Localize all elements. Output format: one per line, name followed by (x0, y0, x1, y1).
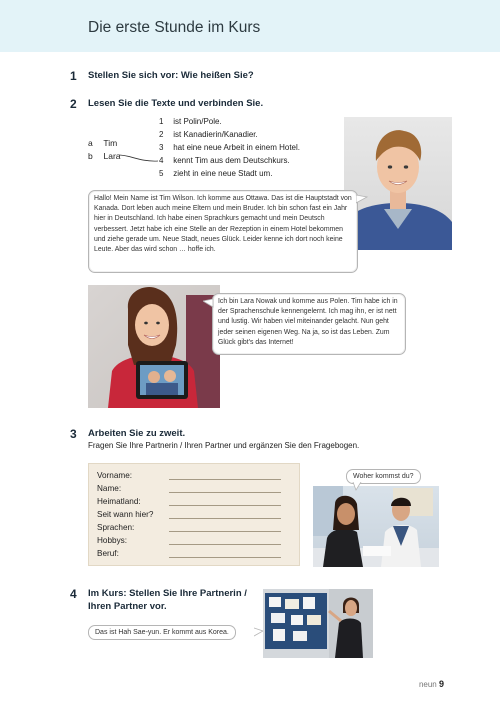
tim-bubble-tail (356, 194, 368, 206)
exercise-1-number: 1 (70, 69, 77, 83)
statement-4-number: 4 (159, 156, 164, 165)
lara-speech-bubble (212, 293, 406, 355)
form-label-hobbys: Hobbys: (97, 536, 128, 545)
tim-photo (344, 117, 452, 250)
statement-3-number: 3 (159, 143, 164, 152)
form-field-beruf[interactable] (169, 557, 281, 558)
introduction-bubble: Das ist Hah Sae-yun. Er kommt aus Korea. (88, 625, 236, 640)
form-label-beruf: Beruf: (97, 549, 119, 558)
exercise-4-instruction-line1: Im Kurs: Stellen Sie Ihre Partnerin / (88, 588, 247, 599)
connecting-line (118, 150, 160, 166)
option-b-name: Lara (103, 151, 121, 161)
form-field-name[interactable] (169, 492, 281, 493)
page-header (0, 0, 500, 52)
statement-5-number: 5 (159, 169, 164, 178)
form-field-hobbys[interactable] (169, 544, 281, 545)
form-label-vorname: Vorname: (97, 471, 133, 480)
questionnaire-form (88, 463, 300, 566)
option-b-letter: b (88, 151, 93, 161)
page-footer (419, 679, 444, 689)
statement-2-text: ist Kanadierin/Kanadier. (173, 130, 258, 139)
partner-interview-photo (313, 486, 439, 567)
option-a-name: Tim (103, 138, 118, 148)
tim-text: Hallo! Mein Name ist Tim Wilson. Ich komme aus Ottawa. Das ist die Hauptstadt von Kanada. Dort leben auch meine Eltern und mein Bruder. Ich bin schon fast ein Jahr hier in Deutschland. Ich habe einen Sprachkurs gemacht und mein Deutsch verbessert. Jetzt habe ich eine Stelle an der Rezeption in einem Hotel bekommen und ziehe gerade um. Neue Stadt, neues Glück. Leider kenne ich dort noch keine Leute. Aber das wird schon … hoffe ich. (94, 195, 352, 254)
form-field-sprachen[interactable] (169, 531, 281, 532)
lara-text: Ich bin Lara Nowak und komme aus Polen. Tim habe ich in der Sprachenschule kennengelernt. Ich mag ihn, er ist nett und lustig. Wir haben viel miteinander gelacht. Nun geht jeder seinen eigenen Weg. Na ja, so ist das Leben. Zum Glück gibt's das Internet! (218, 298, 398, 346)
exercise-2-instruction: Lesen Sie die Texte und verbinden Sie. (88, 98, 264, 109)
form-field-vorname[interactable] (169, 479, 281, 480)
form-field-seit-wann[interactable] (169, 518, 281, 519)
statement-1 (159, 117, 222, 126)
page-title: Die erste Stunde im Kurs (88, 19, 261, 36)
exercise-4-number: 4 (70, 587, 77, 601)
statement-1-text: ist Polin/Pole. (173, 117, 222, 126)
question-bubble-tail (352, 482, 364, 492)
statement-3-text: hat eine neue Arbeit in einem Hotel. (173, 143, 300, 152)
option-a (88, 138, 117, 148)
question-bubble: Woher kommst du? (346, 469, 421, 484)
exercise-2-number: 2 (70, 97, 77, 111)
page-number: 9 (438, 679, 444, 689)
statement-1-number: 1 (159, 117, 164, 126)
option-b (88, 151, 121, 161)
statement-2-number: 2 (159, 130, 164, 139)
form-label-heimatland: Heimatland: (97, 497, 141, 506)
statement-4-text: kennt Tim aus dem Deutschkurs. (173, 156, 290, 165)
exercise-3-number: 3 (70, 427, 77, 441)
exercise-3-instruction: Arbeiten Sie zu zweit. (88, 428, 186, 439)
form-label-seit-wann: Seit wann hier? (97, 510, 154, 519)
form-label-name: Name: (97, 484, 122, 493)
classroom-photo (263, 589, 373, 658)
statement-5-text: zieht in eine neue Stadt um. (173, 169, 273, 178)
statement-5 (159, 169, 272, 178)
statement-4 (159, 156, 290, 165)
statement-3 (159, 143, 300, 152)
page-number-word: neun (418, 680, 437, 689)
form-field-heimatland[interactable] (169, 505, 281, 506)
lara-photo (88, 285, 220, 408)
exercise-4-instruction-line2: Ihren Partner vor. (88, 601, 167, 612)
exercise-1-instruction: Stellen Sie sich vor: Wie heißen Sie? (88, 70, 254, 81)
lara-bubble-tail (203, 298, 214, 310)
option-a-letter: a (88, 138, 93, 148)
form-label-sprachen: Sprachen: (97, 523, 135, 532)
exercise-3-subinstruction: Fragen Sie Ihre Partnerin / Ihren Partner und ergänzen Sie den Fragebogen. (88, 441, 360, 450)
statement-2 (159, 130, 258, 139)
tim-speech-bubble (88, 190, 358, 273)
